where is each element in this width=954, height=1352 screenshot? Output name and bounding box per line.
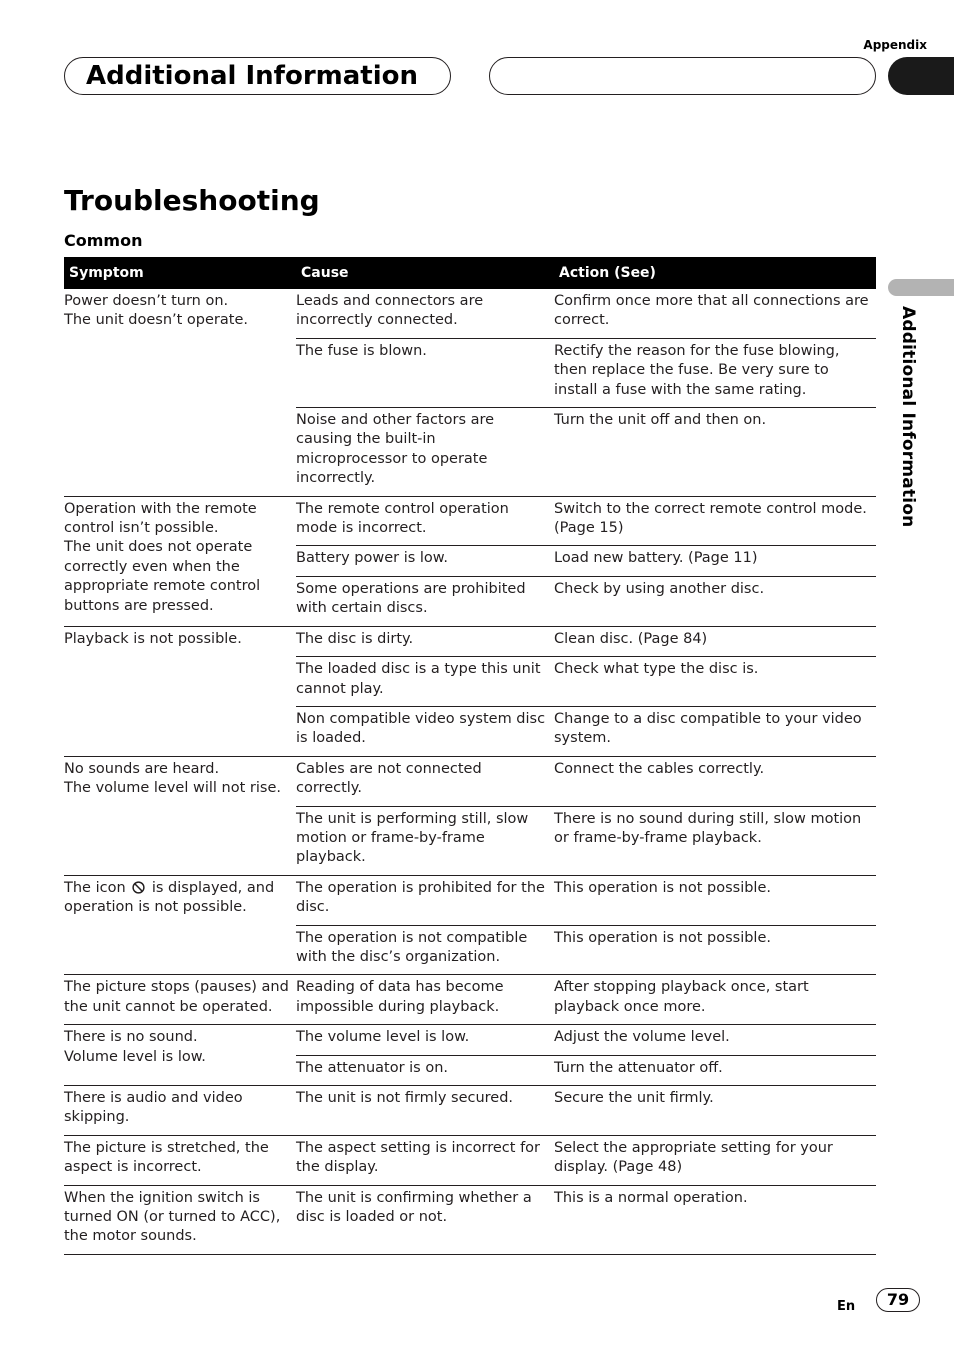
cause-cell: The aspect setting is incorrect for the display. (296, 1135, 554, 1185)
table-row (64, 1086, 876, 1136)
action-cell: This operation is not possible. (554, 875, 876, 925)
action-cell: Select the appropriate setting for your display. (Page 48) (554, 1135, 876, 1185)
symptom-line: Operation with the remote control isn’t possible. (64, 500, 257, 537)
action-cell: There is no sound during still, slow motion or frame-by-frame playback. (554, 806, 876, 875)
symptom-prefix: The icon (64, 879, 126, 896)
symptom-cell (64, 626, 296, 756)
cause-cell: Battery power is low. (296, 546, 554, 576)
symptom-line: Power doesn’t turn on. (64, 293, 229, 309)
symptom-cell (64, 1025, 296, 1086)
cause-cell: Cables are not connected correctly. (296, 756, 554, 806)
symptom-line: There is audio and video skipping. (64, 1090, 243, 1126)
symptom-line: When the ignition switch is turned ON (or turned to ACC), the motor sounds. (64, 1189, 281, 1245)
symptom-line: The picture is stretched, the aspect is incorrect. (64, 1139, 269, 1176)
table-row (64, 496, 876, 546)
table-header-row (64, 257, 876, 289)
table-body (64, 289, 876, 1254)
action-cell: Switch to the correct remote control mode. (Page 15) (554, 496, 876, 546)
action-cell: Adjust the volume level. (554, 1025, 876, 1055)
cause-cell: The remote control operation mode is incorrect. (296, 496, 554, 546)
symptom-cell (64, 289, 296, 496)
cause-cell: The unit is performing still, slow motion or frame-by-frame playback. (296, 806, 554, 875)
symptom-cell (64, 1185, 296, 1254)
symptom-cell (64, 875, 296, 975)
page-title: Troubleshooting (64, 184, 320, 217)
action-cell: After stopping playback once, start playback once more. (554, 975, 876, 1025)
side-tab-marker (888, 279, 954, 296)
cause-cell: The fuse is blown. (296, 338, 554, 407)
symptom-cell (64, 496, 296, 626)
side-section-label: Additional Information (898, 306, 918, 528)
cause-cell: The operation is not compatible with the disc’s organization. (296, 925, 554, 975)
symptom-line: The unit doesn’t operate. (64, 312, 248, 329)
cause-cell: Noise and other factors are causing the built-in microprocessor to operate incorrectly. (296, 408, 554, 497)
prohibited-icon (132, 881, 145, 894)
action-cell: Change to a disc compatible to your video system. (554, 706, 876, 756)
action-cell: Load new battery. (Page 11) (554, 546, 876, 576)
action-cell: Rectify the reason for the fuse blowing, then replace the fuse. Be very sure to install a fuse with the same rating. (554, 338, 876, 407)
symptom-cell (64, 975, 296, 1025)
table-row (64, 289, 876, 338)
symptom-line: The picture stops (pauses) and the unit cannot be operated. (64, 979, 289, 1015)
symptom-line: No sounds are heard. (64, 760, 220, 777)
cause-cell: The unit is confirming whether a disc is loaded or not. (296, 1185, 554, 1254)
action-cell: Connect the cables correctly. (554, 756, 876, 806)
action-cell: Turn the unit off and then on. (554, 408, 876, 497)
table-row (64, 875, 876, 925)
action-cell: Confirm once more that all connections are correct. (554, 289, 876, 338)
action-cell: Turn the attenuator off. (554, 1055, 876, 1085)
symptom-cell (64, 1135, 296, 1185)
cause-cell: The disc is dirty. (296, 626, 554, 656)
header-blank-box (489, 57, 876, 95)
troubleshooting-table (64, 257, 876, 1255)
section-title: Additional Information (86, 61, 419, 91)
action-cell: This operation is not possible. (554, 925, 876, 975)
action-cell: Check what type the disc is. (554, 657, 876, 707)
table-row (64, 1185, 876, 1254)
header-symptom: Symptom (64, 257, 296, 289)
page-number: 79 (876, 1288, 920, 1312)
cause-cell: The loaded disc is a type this unit cannot play. (296, 657, 554, 707)
action-cell: Check by using another disc. (554, 576, 876, 626)
cause-cell: The volume level is low. (296, 1025, 554, 1055)
cause-cell: Reading of data has become impossible during playback. (296, 975, 554, 1025)
symptom-line: The unit does not operate correctly even when the appropriate remote control buttons are pressed. (64, 539, 261, 614)
header-cause: Cause (296, 257, 554, 289)
table-row (64, 626, 876, 656)
action-cell: Clean disc. (Page 84) (554, 626, 876, 656)
action-cell: Secure the unit firmly. (554, 1086, 876, 1136)
symptom-cell (64, 1086, 296, 1136)
section-subtitle: Common (64, 231, 143, 250)
language-label: En (837, 1299, 856, 1314)
action-cell: This is a normal operation. (554, 1185, 876, 1254)
cause-cell: Non compatible video system disc is loaded. (296, 706, 554, 756)
cause-cell: Leads and connectors are incorrectly connected. (296, 289, 554, 338)
symptom-suffix: is displayed, and operation is not possible. (64, 879, 275, 916)
symptom-line: Volume level is low. (64, 1048, 206, 1065)
cause-cell: The attenuator is on. (296, 1055, 554, 1085)
table-row (64, 1135, 876, 1185)
symptom-line: The volume level will not rise. (64, 780, 281, 797)
section-header (64, 57, 451, 95)
symptom-line: Playback is not possible. (64, 630, 242, 647)
table-row (64, 756, 876, 806)
cause-cell: Some operations are prohibited with certain discs. (296, 576, 554, 626)
header-action: Action (See) (554, 257, 876, 289)
symptom-cell (64, 756, 296, 875)
appendix-label: Appendix (863, 38, 927, 52)
cause-cell: The operation is prohibited for the disc. (296, 875, 554, 925)
table-row (64, 1025, 876, 1055)
table-row (64, 975, 876, 1025)
cause-cell: The unit is not firmly secured. (296, 1086, 554, 1136)
symptom-line: There is no sound. (64, 1029, 198, 1046)
header-tab-marker (888, 57, 954, 95)
symptom-line (64, 879, 296, 918)
